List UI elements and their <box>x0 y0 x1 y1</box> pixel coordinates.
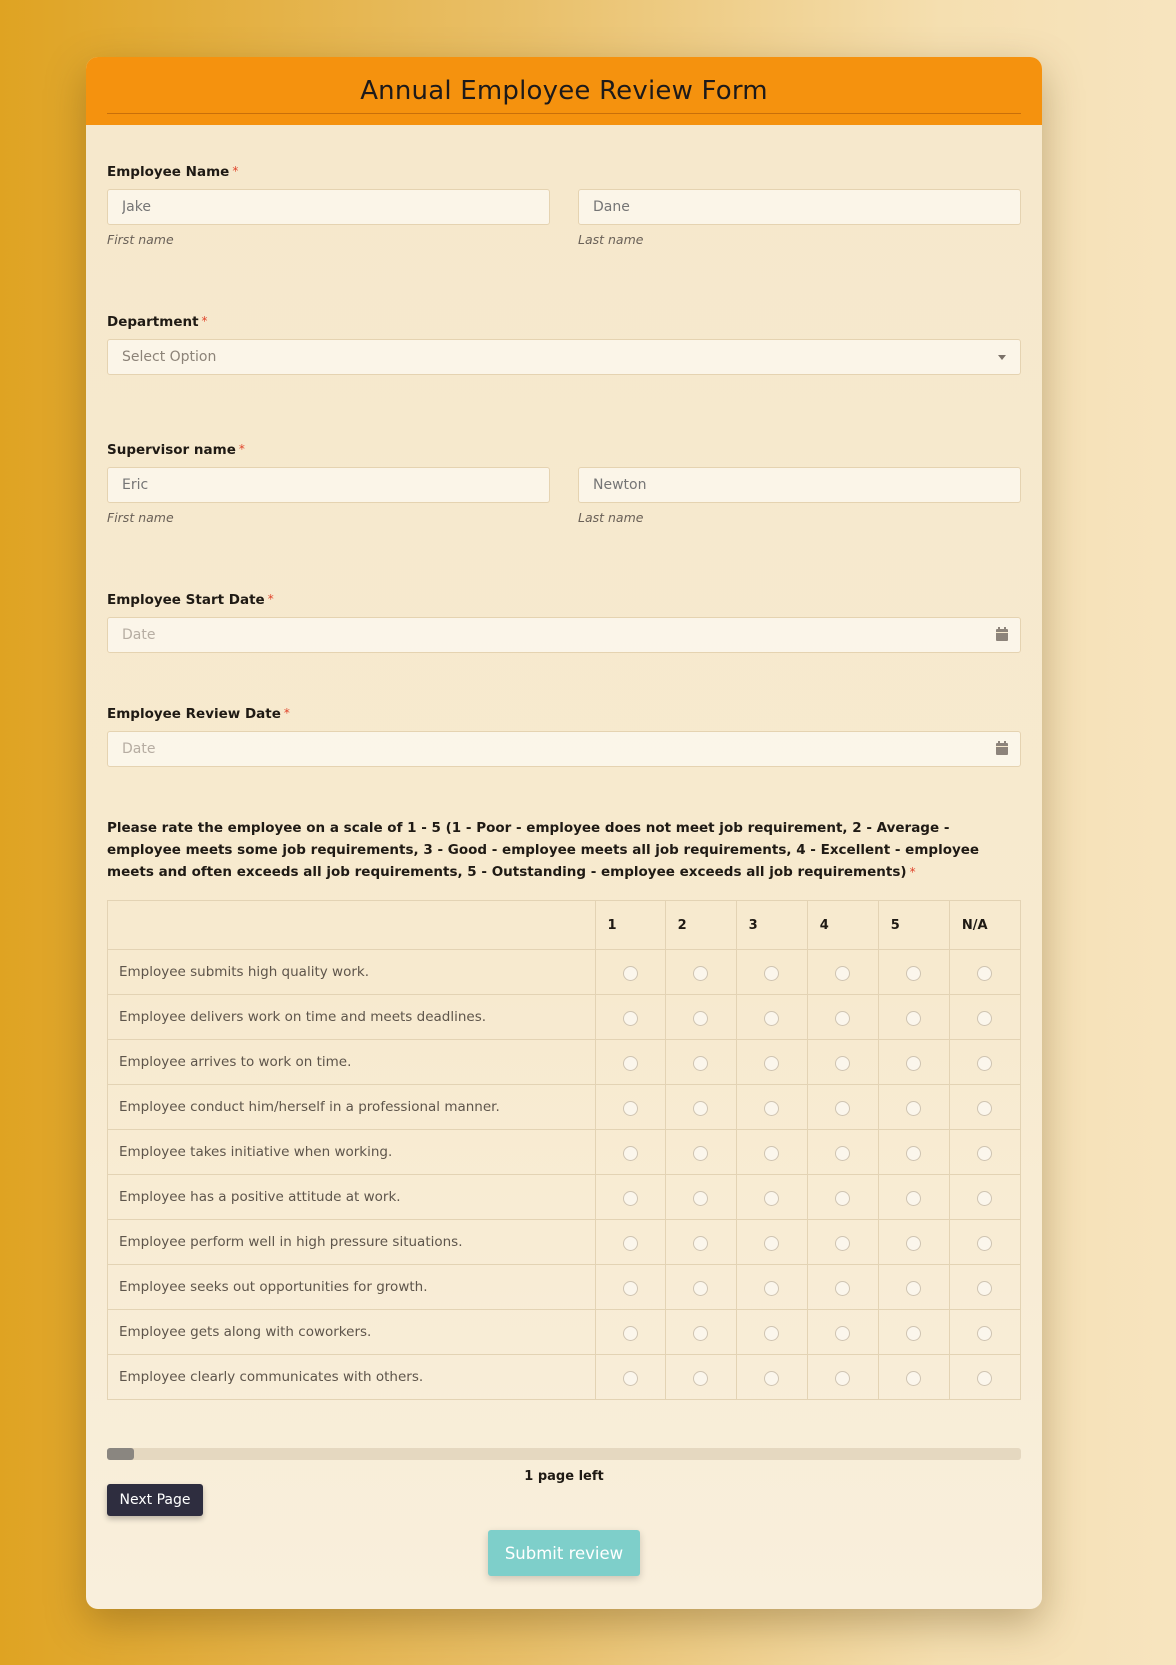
rating-cell <box>736 1175 807 1220</box>
rating-radio[interactable] <box>764 1146 779 1161</box>
rating-radio[interactable] <box>623 1146 638 1161</box>
rating-cell <box>878 1175 949 1220</box>
matrix-col-header: 1 <box>595 901 665 950</box>
rating-cell <box>665 995 736 1040</box>
employee-first-name-input[interactable] <box>107 189 550 225</box>
rating-radio[interactable] <box>764 1236 779 1251</box>
review-date-input[interactable] <box>107 731 1021 767</box>
rating-cell <box>595 1040 665 1085</box>
rating-statement: Employee delivers work on time and meets deadlines. <box>108 995 596 1040</box>
review-date-placeholder: Date <box>122 741 156 757</box>
rating-statement: Employee takes initiative when working. <box>108 1130 596 1175</box>
rating-cell <box>807 995 878 1040</box>
rating-cell <box>807 1220 878 1265</box>
table-row <box>108 1220 1021 1265</box>
rating-cell <box>665 950 736 995</box>
rating-radio[interactable] <box>977 1371 992 1386</box>
rating-cell <box>665 1130 736 1175</box>
rating-radio[interactable] <box>623 1371 638 1386</box>
rating-cell <box>878 950 949 995</box>
rating-cell <box>878 995 949 1040</box>
rating-radio[interactable] <box>906 1236 921 1251</box>
table-row <box>108 1265 1021 1310</box>
matrix-col-header: 4 <box>807 901 878 950</box>
rating-cell <box>878 1310 949 1355</box>
rating-cell <box>949 950 1020 995</box>
rating-radio[interactable] <box>764 1326 779 1341</box>
rating-radio[interactable] <box>693 1011 708 1026</box>
rating-radio[interactable] <box>693 966 708 981</box>
rating-radio[interactable] <box>764 1281 779 1296</box>
rating-radio[interactable] <box>835 1371 850 1386</box>
progress-bar-fill <box>107 1448 134 1460</box>
rating-cell <box>807 1310 878 1355</box>
rating-statement: Employee submits high quality work. <box>108 950 596 995</box>
rating-cell <box>736 1310 807 1355</box>
required-mark: * <box>232 164 239 178</box>
progress-bar <box>107 1448 1021 1460</box>
table-row <box>108 1130 1021 1175</box>
department-label-text: Department <box>107 314 199 330</box>
rating-cell <box>878 1265 949 1310</box>
rating-radio[interactable] <box>977 1146 992 1161</box>
rating-cell <box>878 1130 949 1175</box>
rating-cell <box>595 1355 665 1400</box>
rating-radio[interactable] <box>835 1011 850 1026</box>
matrix-col-header: N/A <box>949 901 1020 950</box>
rating-cell <box>665 1265 736 1310</box>
rating-statement: Employee gets along with coworkers. <box>108 1310 596 1355</box>
rating-statement: Employee perform well in high pressure situations. <box>108 1220 596 1265</box>
rating-cell <box>807 1175 878 1220</box>
rating-radio[interactable] <box>764 1101 779 1116</box>
rating-cell <box>878 1220 949 1265</box>
rating-radio[interactable] <box>623 1101 638 1116</box>
rating-radio[interactable] <box>693 1101 708 1116</box>
rating-radio[interactable] <box>835 1236 850 1251</box>
supervisor-last-name-sublabel: Last name <box>578 510 644 525</box>
table-row <box>108 950 1021 995</box>
rating-radio[interactable] <box>693 1371 708 1386</box>
rating-radio[interactable] <box>623 1011 638 1026</box>
rating-radio[interactable] <box>906 1101 921 1116</box>
rating-statement: Employee conduct him/herself in a professional manner. <box>108 1085 596 1130</box>
rating-cell <box>807 1040 878 1085</box>
employee-last-name-sublabel: Last name <box>578 232 644 247</box>
rating-cell <box>736 1220 807 1265</box>
rating-cell <box>595 1265 665 1310</box>
rating-radio[interactable] <box>623 1191 638 1206</box>
rating-cell <box>949 995 1020 1040</box>
rating-statement: Employee clearly communicates with others. <box>108 1355 596 1400</box>
rating-cell <box>665 1220 736 1265</box>
required-mark: * <box>201 314 208 328</box>
header-divider <box>107 113 1021 114</box>
rating-cell <box>736 1085 807 1130</box>
employee-first-name-sublabel: First name <box>107 232 174 247</box>
pages-left-text: 1 page left <box>524 1469 604 1484</box>
rating-cell <box>595 950 665 995</box>
table-row <box>108 1310 1021 1355</box>
rating-cell <box>949 1310 1020 1355</box>
rating-radio[interactable] <box>764 1011 779 1026</box>
matrix-col-header: 2 <box>665 901 736 950</box>
rating-cell <box>949 1265 1020 1310</box>
rating-radio[interactable] <box>977 1191 992 1206</box>
start-date-input[interactable] <box>107 617 1021 653</box>
rating-radio[interactable] <box>693 1236 708 1251</box>
rating-radio[interactable] <box>764 1191 779 1206</box>
rating-radio[interactable] <box>906 1056 921 1071</box>
rating-radio[interactable] <box>693 1326 708 1341</box>
employee-name-label <box>107 164 238 180</box>
rating-radio[interactable] <box>623 1281 638 1296</box>
rating-radio[interactable] <box>906 1191 921 1206</box>
employee-name-label-text: Employee Name <box>107 164 230 180</box>
rating-cell <box>949 1220 1020 1265</box>
table-row <box>108 1175 1021 1220</box>
supervisor-last-name-input[interactable] <box>578 467 1021 503</box>
rating-question <box>107 817 1007 883</box>
next-page-button[interactable]: Next Page <box>107 1484 203 1516</box>
employee-last-name-input[interactable] <box>578 189 1021 225</box>
supervisor-first-name-sublabel: First name <box>107 510 174 525</box>
rating-radio[interactable] <box>835 1281 850 1296</box>
rating-radio[interactable] <box>977 1101 992 1116</box>
rating-cell <box>665 1355 736 1400</box>
rating-radio[interactable] <box>835 1101 850 1116</box>
rating-radio[interactable] <box>977 1326 992 1341</box>
rating-radio[interactable] <box>977 1056 992 1071</box>
table-row <box>108 1085 1021 1130</box>
rating-cell <box>949 1040 1020 1085</box>
department-label <box>107 314 208 330</box>
rating-cell <box>878 1040 949 1085</box>
rating-matrix <box>107 900 1021 1400</box>
rating-radio[interactable] <box>693 1191 708 1206</box>
rating-cell <box>595 1175 665 1220</box>
table-row <box>108 995 1021 1040</box>
rating-cell <box>736 1265 807 1310</box>
review-date-label-text: Employee Review Date <box>107 706 281 722</box>
rating-cell <box>665 1040 736 1085</box>
rating-cell <box>807 1085 878 1130</box>
rating-cell <box>949 1175 1020 1220</box>
rating-radio[interactable] <box>906 1371 921 1386</box>
rating-radio[interactable] <box>623 1326 638 1341</box>
supervisor-name-label-text: Supervisor name <box>107 442 236 458</box>
required-mark: * <box>267 592 274 606</box>
rating-radio[interactable] <box>764 1056 779 1071</box>
start-date-label <box>107 592 274 608</box>
form-card <box>86 57 1042 1609</box>
rating-radio[interactable] <box>693 1056 708 1071</box>
rating-cell <box>807 1130 878 1175</box>
rating-cell <box>807 1355 878 1400</box>
rating-radio[interactable] <box>835 1056 850 1071</box>
rating-cell <box>736 1355 807 1400</box>
rating-cell <box>595 1130 665 1175</box>
rating-cell <box>807 950 878 995</box>
rating-cell <box>736 1130 807 1175</box>
supervisor-first-name-input[interactable] <box>107 467 550 503</box>
rating-cell <box>807 1265 878 1310</box>
calendar-icon[interactable] <box>996 629 1008 641</box>
rating-radio[interactable] <box>623 1236 638 1251</box>
submit-review-button[interactable]: Submit review <box>488 1530 640 1576</box>
rating-radio[interactable] <box>693 1146 708 1161</box>
rating-radio[interactable] <box>977 1236 992 1251</box>
rating-cell <box>949 1355 1020 1400</box>
chevron-down-icon <box>998 355 1006 360</box>
rating-cell <box>595 1220 665 1265</box>
rating-cell <box>878 1085 949 1130</box>
rating-cell <box>878 1355 949 1400</box>
rating-cell <box>736 1040 807 1085</box>
rating-radio[interactable] <box>977 1011 992 1026</box>
rating-cell <box>595 995 665 1040</box>
required-mark: * <box>238 442 245 456</box>
table-row <box>108 1040 1021 1085</box>
department-selected-value: Select Option <box>122 349 217 365</box>
rating-radio[interactable] <box>764 1371 779 1386</box>
rating-radio[interactable] <box>693 1281 708 1296</box>
rating-radio[interactable] <box>977 966 992 981</box>
rating-radio[interactable] <box>906 1281 921 1296</box>
rating-cell <box>665 1175 736 1220</box>
rating-radio[interactable] <box>623 1056 638 1071</box>
rating-cell <box>949 1085 1020 1130</box>
rating-radio[interactable] <box>977 1281 992 1296</box>
review-date-label <box>107 706 290 722</box>
matrix-col-header: 5 <box>878 901 949 950</box>
table-row <box>108 1355 1021 1400</box>
rating-radio[interactable] <box>906 1326 921 1341</box>
supervisor-name-label <box>107 442 245 458</box>
rating-cell <box>595 1310 665 1355</box>
rating-radio[interactable] <box>835 1191 850 1206</box>
matrix-header-row <box>108 901 1021 950</box>
rating-radio[interactable] <box>764 966 779 981</box>
calendar-icon[interactable] <box>996 743 1008 755</box>
rating-radio[interactable] <box>906 966 921 981</box>
matrix-header-blank <box>108 901 596 950</box>
rating-cell <box>736 995 807 1040</box>
rating-question-text: Please rate the employee on a scale of 1 - 5 (1 - Poor - employee does not meet job requirement, 2 - Average - employee meets some job requirements, 3 - Good - employee meets all job requirements, 4 - Excellent - employee meets and often exceeds all job requirements, 5 - Outstanding - employee exceeds all job requirements) <box>107 820 980 880</box>
rating-statement: Employee arrives to work on time. <box>108 1040 596 1085</box>
department-select[interactable] <box>107 339 1021 375</box>
required-mark: * <box>283 706 290 720</box>
start-date-label-text: Employee Start Date <box>107 592 265 608</box>
start-date-placeholder: Date <box>122 627 156 643</box>
form-header <box>86 57 1042 125</box>
rating-radio[interactable] <box>835 1146 850 1161</box>
rating-cell <box>736 950 807 995</box>
rating-radio[interactable] <box>835 1326 850 1341</box>
rating-statement: Employee has a positive attitude at work. <box>108 1175 596 1220</box>
form-title: Annual Employee Review Form <box>360 76 768 106</box>
rating-radio[interactable] <box>906 1146 921 1161</box>
rating-cell <box>595 1085 665 1130</box>
rating-radio[interactable] <box>835 966 850 981</box>
rating-radio[interactable] <box>623 966 638 981</box>
rating-cell <box>665 1310 736 1355</box>
rating-cell <box>665 1085 736 1130</box>
matrix-col-header: 3 <box>736 901 807 950</box>
rating-cell <box>949 1130 1020 1175</box>
rating-statement: Employee seeks out opportunities for growth. <box>108 1265 596 1310</box>
rating-radio[interactable] <box>906 1011 921 1026</box>
required-mark: * <box>909 865 916 879</box>
